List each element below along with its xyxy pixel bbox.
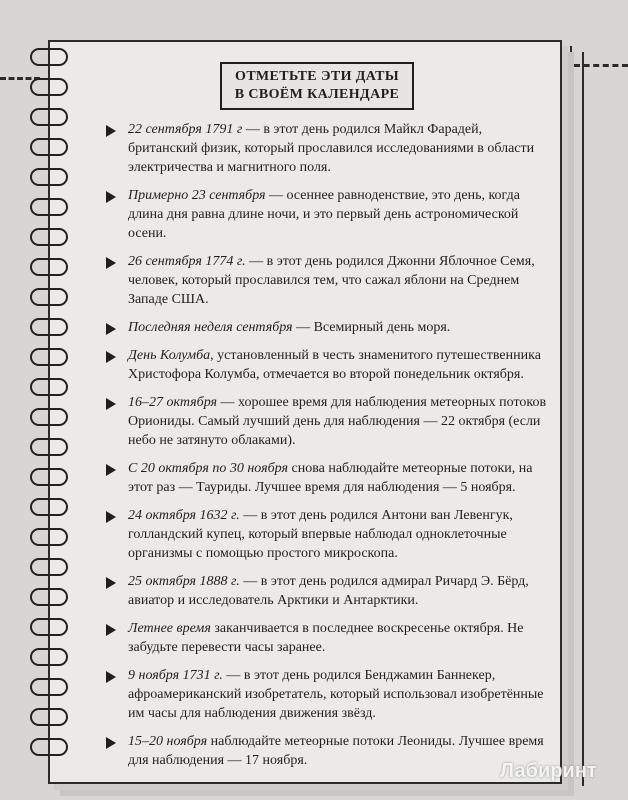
spiral-ring xyxy=(30,558,68,576)
bullet-triangle-icon xyxy=(106,737,116,749)
item-date: Последняя неделя сентября xyxy=(128,320,293,335)
page-title-line2: В СВОЁМ КАЛЕНДАРЕ xyxy=(234,87,400,102)
spiral-binding xyxy=(30,48,70,768)
list-item xyxy=(106,619,554,657)
list-item xyxy=(106,393,554,450)
back-page-edge-2 xyxy=(572,52,584,786)
list-item xyxy=(106,506,554,563)
item-text: — в этот день родился адмирал Ричард Э. Бёрд, авиатор и исследователь Арктики и Антарктики. xyxy=(128,574,529,608)
item-text: — в этот день родился Антони ван Левенгук, голландский купец, который впервые наблюдал одноклеточные организмы с помощью простого микроскопа. xyxy=(128,508,513,561)
item-date: 9 ноября 1731 г. xyxy=(128,668,223,683)
bullet-triangle-icon xyxy=(106,125,116,137)
item-text: заканчивается в последнее воскресенье октября. Не забудьте перевести часы заранее. xyxy=(128,621,524,655)
spiral-ring xyxy=(30,738,68,756)
list-item xyxy=(106,346,554,384)
bullet-triangle-icon xyxy=(106,351,116,363)
item-date: С 20 октября по 30 ноября xyxy=(128,461,288,476)
spiral-ring xyxy=(30,168,68,186)
item-date: Летнее время xyxy=(128,621,211,636)
spiral-ring xyxy=(30,48,68,66)
spiral-ring xyxy=(30,78,68,96)
list-item xyxy=(106,732,554,770)
spiral-ring xyxy=(30,618,68,636)
spiral-ring xyxy=(30,408,68,426)
item-date: 25 октября 1888 г. xyxy=(128,574,240,589)
spiral-ring xyxy=(30,378,68,396)
bullet-triangle-icon xyxy=(106,577,116,589)
spiral-ring xyxy=(30,258,68,276)
item-date: 16–27 октября xyxy=(128,395,218,410)
list-item xyxy=(106,459,554,497)
watermark-logo: Лабиринт xyxy=(500,760,597,782)
bullet-triangle-icon xyxy=(106,323,116,335)
list-item xyxy=(106,186,554,243)
item-date: 15–20 ноября xyxy=(128,734,208,749)
spiral-ring xyxy=(30,648,68,666)
page-title-box xyxy=(220,62,414,110)
bullet-triangle-icon xyxy=(106,191,116,203)
item-date: День Колумба xyxy=(128,348,211,363)
spiral-ring xyxy=(30,108,68,126)
item-text: — осеннее равноденствие, это день, когда длина дня равна длине ночи, и это первый день астрономической осени. xyxy=(128,188,520,241)
spiral-ring xyxy=(30,528,68,546)
list-item xyxy=(106,572,554,610)
item-date: 26 сентября 1774 г. xyxy=(128,254,246,269)
spiral-ring xyxy=(30,138,68,156)
spiral-ring xyxy=(30,468,68,486)
item-text: — в этот день родился Бенджамин Баннекер, афроамериканский изобретатель, который использовал изобретённые им часы для наблюдения движения звёзд. xyxy=(128,668,544,721)
spiral-ring xyxy=(30,708,68,726)
item-text: , установленный в честь знаменитого путешественника Христофора Колумба, отмечается во второй понедельник октября. xyxy=(128,348,541,382)
item-date: 24 октября 1632 г. xyxy=(128,508,240,523)
list-item xyxy=(106,318,554,337)
spiral-ring xyxy=(30,588,68,606)
spiral-ring xyxy=(30,348,68,366)
bullet-triangle-icon xyxy=(106,671,116,683)
item-text: — в этот день родился Джонни Яблочное Семя, человек, который прославился тем, что сажал яблони на Среднем Западе США. xyxy=(128,254,535,307)
item-text: — в этот день родился Майкл Фарадей, британский физик, который прославился исследованиями в области электричества и магнитного поля. xyxy=(128,122,535,175)
item-text: снова наблюдайте метеорные потоки, на этот раз — Тауриды. Лучшее время для наблюдения — 5 ноября. xyxy=(128,461,533,495)
dates-list xyxy=(106,120,554,779)
spiral-ring xyxy=(30,678,68,696)
bullet-triangle-icon xyxy=(106,464,116,476)
item-text: — Всемирный день моря. xyxy=(292,320,451,335)
spiral-ring xyxy=(30,228,68,246)
bullet-triangle-icon xyxy=(106,257,116,269)
item-date: Примерно 23 сентября xyxy=(128,188,266,203)
list-item xyxy=(106,120,554,177)
bullet-triangle-icon xyxy=(106,398,116,410)
list-item xyxy=(106,252,554,309)
item-text: — хорошее время для наблюдения метеорных потоков Ориониды. Самый лучший день для наблюдения — 22 октября (если небо не затянуто облаками). xyxy=(128,395,547,448)
spiral-ring xyxy=(30,498,68,516)
spiral-ring xyxy=(30,198,68,216)
list-item xyxy=(106,666,554,723)
spiral-ring xyxy=(30,288,68,306)
page-title-line1: ОТМЕТЬТЕ ЭТИ ДАТЫ xyxy=(235,69,399,84)
spiral-ring xyxy=(30,318,68,336)
item-text: наблюдайте метеорные потоки Леониды. Лучшее время для наблюдения — 17 ноября. xyxy=(128,734,544,768)
bullet-triangle-icon xyxy=(106,511,116,523)
bullet-triangle-icon xyxy=(106,624,116,636)
item-date: 22 сентября 1791 г xyxy=(128,122,243,137)
spiral-ring xyxy=(30,438,68,456)
